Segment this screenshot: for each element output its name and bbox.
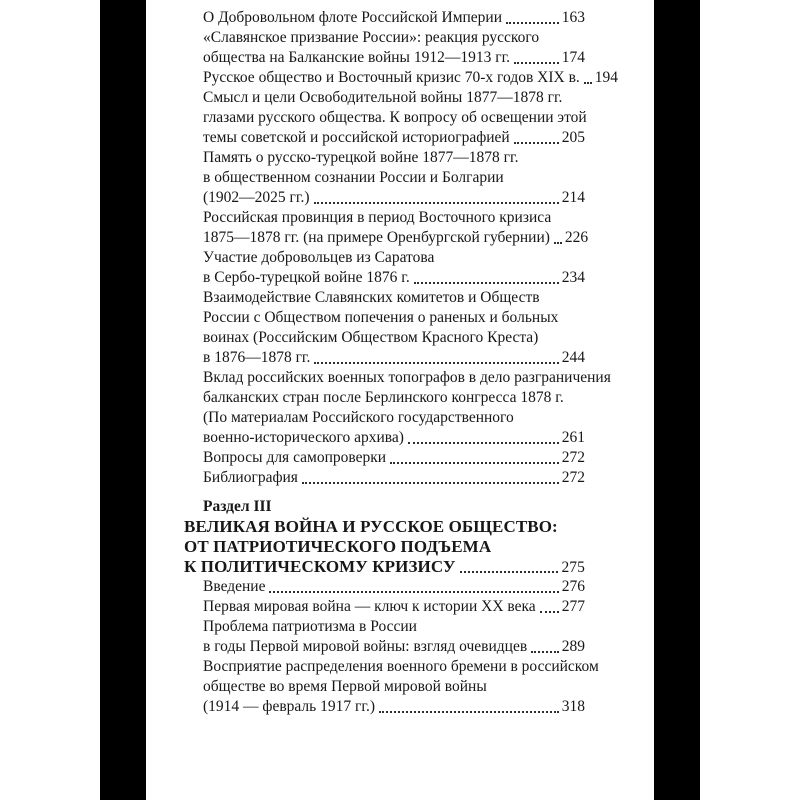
toc-line-text: в Сербо-турецкой войне 1876 г. [203,269,410,286]
toc-page-number: 214 [561,189,585,206]
dot-leader [390,462,559,464]
dot-leader [414,282,559,284]
right-black-bar [653,0,700,800]
dot-leader [314,202,559,204]
toc-line [203,657,599,677]
toc-line [203,448,585,468]
toc-page-number: 272 [561,469,585,486]
toc-line-text: О Добровольном флоте Российской Империи [203,9,503,26]
toc-line-text: (1914 — февраль 1917 гг.) [203,698,375,715]
toc-line-text: обществе во время Первой мировой войны [203,678,487,695]
book-page [146,0,654,800]
dot-leader [514,62,559,64]
dot-leader [584,82,592,84]
toc-line [203,388,585,408]
toc-line-text: в общественном сознании России и Болгарии [203,169,504,186]
dot-leader [379,711,559,713]
toc-line [203,208,585,228]
toc-page-number: 261 [561,429,585,446]
toc-line-text: Проблема патриотизма в России [203,618,417,635]
toc-line [203,168,585,188]
toc-page-number: 234 [561,269,585,286]
toc-page-number: 277 [561,598,585,615]
toc-line [203,677,585,697]
toc-page-number: 276 [561,578,585,595]
dot-leader [506,22,559,24]
toc-line [203,228,589,248]
toc-line-text: Раздел III [203,498,272,515]
toc-line-text: Русское общество и Восточный кризис 70-х годов XIX в. [203,69,580,86]
toc-line-text: воинах (Российским Обществом Красного Креста) [203,329,539,346]
toc-line [203,268,585,288]
toc-line-text: ВЕЛИКАЯ ВОЙНА И РУССКОЕ ОБЩЕСТВО: [184,517,558,536]
toc-line-text: Восприятие распределения военного бремени в российском [203,658,599,675]
dot-leader [514,142,559,144]
dot-leader [554,242,562,244]
toc-line [203,48,585,68]
toc-line [203,348,585,368]
toc-line-text: Первая мировая война — ключ к истории XX века [203,598,536,615]
toc-line [203,697,585,717]
table-of-contents [184,8,619,717]
toc-line-text: ОТ ПАТРИОТИЧЕСКОГО ПОДЪЕМА [184,537,492,556]
toc-line [184,537,585,557]
dot-leader [269,591,558,593]
toc-line-text: Вклад российских военных топографов в дело разграничения [203,369,611,386]
toc-line [184,517,585,537]
dot-leader [540,611,559,613]
toc-line [203,497,585,517]
toc-line [203,88,585,108]
toc-line [203,597,585,617]
toc-line [203,368,611,388]
toc-line-text: России с Обществом попечения о раненых и больных [203,309,559,326]
toc-line [203,617,585,637]
toc-page-number: 244 [561,349,585,366]
toc-page-number: 226 [564,229,589,246]
toc-line-text: Смысл и цели Освободительной войны 1877—1878 гг. [203,89,563,106]
toc-page-number: 275 [561,559,585,576]
toc-line [203,188,585,208]
toc-line-text: Участие добровольцев из Саратова [203,249,435,266]
dot-leader [460,571,559,573]
toc-line-text: (По материалам Российского государственного [203,409,514,426]
toc-line-text: Память о русско-турецкой войне 1877—1878 гг. [203,149,519,166]
toc-line [203,308,585,328]
toc-page-number: 318 [561,698,585,715]
toc-line-text: в 1876—1878 гг. [203,349,311,366]
dot-leader [314,362,558,364]
toc-page-number: 163 [561,9,585,26]
dot-leader [531,651,559,653]
toc-line-text: Российская провинция в период Восточного кризиса [203,209,552,226]
toc-line-text: глазами русского общества. К вопросу об освещении этой [203,109,587,126]
toc-line-text: в годы Первой мировой войны: взгляд очевидцев [203,638,528,655]
toc-page-number: 289 [561,638,585,655]
toc-line [203,577,585,597]
dot-leader [302,482,559,484]
toc-line [203,428,585,448]
toc-line [203,468,585,488]
toc-line-text: (1902—2025 гг.) [203,189,310,206]
toc-line-text: К ПОЛИТИЧЕСКОМУ КРИЗИСУ [184,557,456,576]
toc-page-number: 205 [561,129,585,146]
toc-line [203,28,585,48]
dot-leader [408,442,559,444]
toc-line [203,148,585,168]
left-black-bar [100,0,146,800]
toc-line-text: 1875—1878 гг. (на примере Оренбургской губернии) [203,229,550,246]
toc-line [184,557,585,577]
toc-line-text: балканских стран после Берлинского конгресса 1878 г. [203,389,564,406]
toc-line [203,288,585,308]
toc-line-text: «Славянское призвание России»: реакция русского [203,29,540,46]
toc-line [203,328,585,348]
toc-line-text: военно-исторического архива) [203,429,404,446]
toc-line [203,637,585,657]
toc-line-text: Взаимодействие Славянских комитетов и Обществ [203,289,540,306]
toc-line-text: общества на Балканские войны 1912—1913 гг. [203,49,511,66]
toc-line-text: Библиография [203,469,298,486]
toc-page-number: 272 [561,449,585,466]
toc-line [203,128,585,148]
toc-line [203,8,585,28]
toc-line [203,408,585,428]
toc-line [203,108,585,128]
toc-line-text: Введение [203,578,266,595]
toc-line [203,248,585,268]
toc-page-number: 174 [561,49,585,66]
toc-line-text: темы советской и российской историографией [203,129,510,146]
toc-line [203,68,619,88]
toc-line-text: Вопросы для самопроверки [203,449,387,466]
toc-page-number: 194 [594,69,619,86]
